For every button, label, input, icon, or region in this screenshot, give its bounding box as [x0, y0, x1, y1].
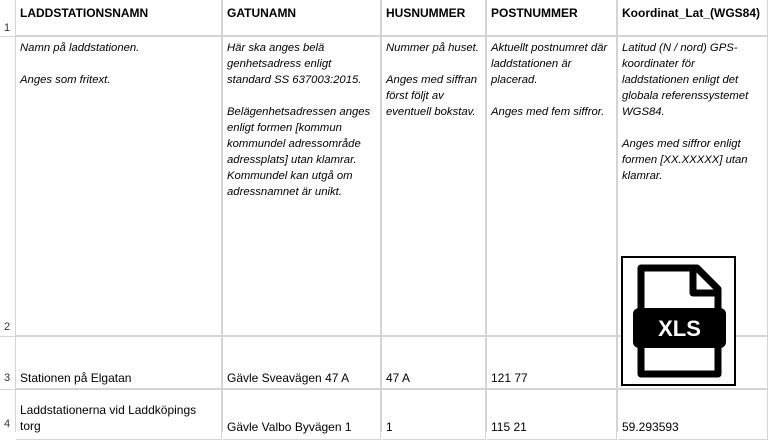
cell-husnummer-row3[interactable]: 47 A: [382, 337, 486, 389]
desc-text: Anges som fritext.: [20, 74, 111, 86]
desc-text: Anges med fem siffror.: [491, 106, 605, 118]
desc-text: Namn på laddstationen.: [20, 42, 140, 54]
desc-text: Nummer på huset.: [386, 42, 479, 54]
desc-postnummer[interactable]: [487, 37, 617, 336]
row-number-1[interactable]: 1: [4, 22, 11, 34]
header-laddstationsnamn[interactable]: LADDSTATIONSNAMN: [16, 0, 222, 36]
xls-label: XLS: [658, 316, 701, 341]
cell-postnummer-row3[interactable]: 121 77: [487, 337, 617, 389]
row-number-4[interactable]: 4: [4, 418, 11, 430]
header-gatunamn[interactable]: GATUNAMN: [223, 0, 381, 36]
cell-lat-row4[interactable]: 59.293593: [618, 390, 768, 440]
desc-text: Belägenhetsadressen anges enligt formen [kommun kommundel adressområde adressplats] utan klamrar. Kommundel kan utgå om adressnamnet är unikt.: [227, 106, 371, 198]
desc-text: Här ska anges belä genhetsadress enligt standard SS 637003:2015.: [227, 42, 362, 86]
desc-gatunamn[interactable]: [223, 37, 381, 336]
header-husnummer[interactable]: HUSNUMMER: [382, 0, 486, 36]
cell-namn-row4[interactable]: Laddstationerna vid Laddköpings torg: [16, 390, 222, 440]
xls-file-graphic: [623, 258, 734, 384]
cell-namn-row3[interactable]: Stationen på Elgatan: [16, 337, 222, 389]
cell-postnummer-row4[interactable]: 115 21: [487, 390, 617, 440]
desc-husnummer[interactable]: [382, 37, 486, 336]
desc-laddstationsnamn[interactable]: [16, 37, 222, 336]
cell-gata-row3[interactable]: Gävle Sveavägen 47 A: [223, 337, 381, 389]
xls-file-icon[interactable]: [621, 256, 736, 386]
row-number-3[interactable]: 3: [4, 372, 11, 384]
cell-gata-row4[interactable]: Gävle Valbo Byvägen 1: [223, 390, 381, 440]
row-number-2[interactable]: 2: [4, 321, 11, 333]
desc-text: Anges med siffran först följt av eventuell bokstav.: [386, 74, 478, 118]
header-koordinat-lat[interactable]: Koordinat_Lat_(WGS84): [618, 0, 768, 36]
desc-text: Latitud (N / nord) GPS-koordinater för laddstationen enligt det globala referenssystemet WGS84.: [622, 42, 749, 118]
desc-text: Aktuellt postnumret där laddstationen är placerad.: [491, 42, 608, 86]
desc-text: Anges med siffror enligt formen [XX.XXXXX] utan klamrar.: [622, 138, 748, 182]
header-postnummer[interactable]: POSTNUMMER: [487, 0, 617, 36]
cell-husnummer-row4[interactable]: 1: [382, 390, 486, 440]
